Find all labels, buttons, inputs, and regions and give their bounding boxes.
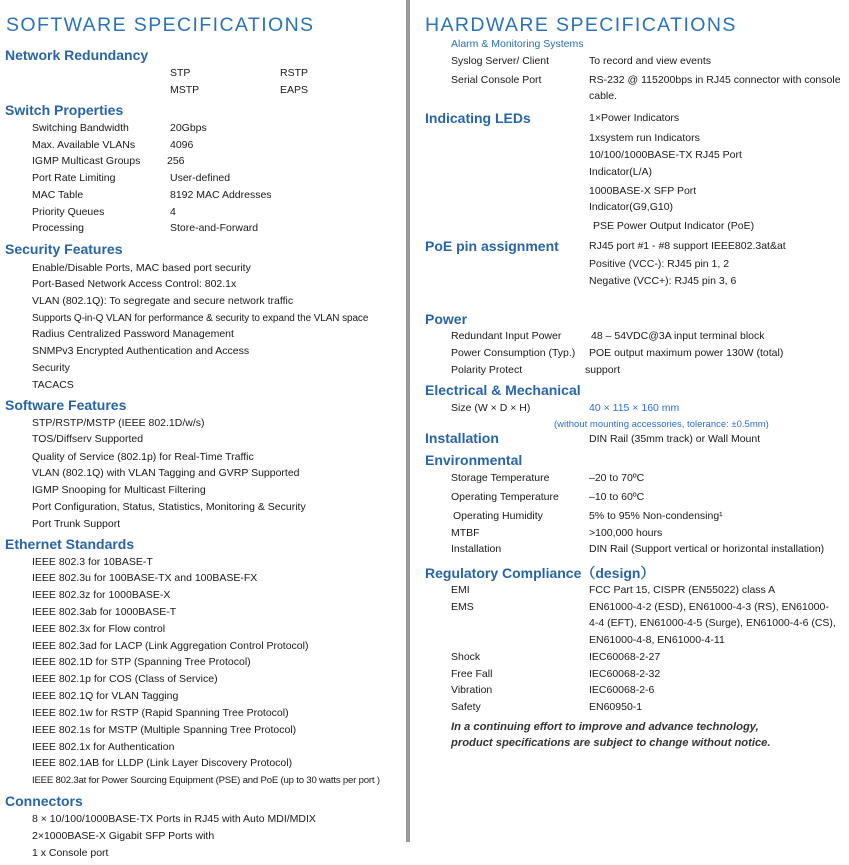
spec-value: FCC Part 15, CISPR (EN55022) class A bbox=[589, 584, 776, 596]
spec-label: Switching Bandwidth bbox=[32, 122, 129, 134]
spec-value: 4-4 (EFT), EN61000-4-5 (Surge), EN61000-4-6 (CS), bbox=[589, 617, 836, 629]
spec-label: Processing bbox=[32, 222, 84, 234]
spec-label: EMI bbox=[451, 584, 470, 596]
spec-label: Installation bbox=[451, 543, 502, 555]
spec-value: 20Gbps bbox=[170, 122, 207, 134]
spec-value: –20 to 70ºC bbox=[589, 472, 645, 484]
disclaimer-line: In a continuing effort to improve and advance technology, bbox=[451, 721, 759, 733]
spec-label: Syslog Server/ Client bbox=[451, 55, 550, 67]
network-redundancy-heading: Network Redundancy bbox=[5, 47, 149, 63]
list-item: VLAN (802.1Q) with VLAN Tagging and GVRP Supported bbox=[32, 467, 300, 479]
security-features-heading: Security Features bbox=[5, 241, 123, 257]
spec-label: Operating Humidity bbox=[453, 510, 543, 522]
led-line: 1xsystem run Indicators bbox=[589, 132, 700, 144]
spec-value: User-defined bbox=[170, 172, 231, 184]
spec-value: IEC60068-2-6 bbox=[589, 684, 655, 696]
spec-value: To record and view events bbox=[589, 55, 711, 67]
software-features-heading: Software Features bbox=[5, 397, 127, 413]
spec-label: Shock bbox=[451, 651, 481, 663]
spec-label: Max. Available VLANs bbox=[32, 139, 136, 151]
led-line: Indicator(L/A) bbox=[589, 166, 653, 178]
ethernet-standards-heading: Ethernet Standards bbox=[5, 536, 135, 552]
spec-label: Vibration bbox=[451, 684, 493, 696]
led-line: 10/100/1000BASE-TX RJ45 Port bbox=[589, 149, 742, 161]
power-heading: Power bbox=[425, 311, 468, 327]
list-item: IEEE 802.3u for 100BASE-TX and 100BASE-FX bbox=[32, 572, 258, 584]
list-item: Supports Q-in-Q VLAN for performance & security to expand the VLAN space bbox=[32, 313, 369, 324]
list-item: 2×1000BASE-X Gigabit SFP Ports with bbox=[32, 830, 215, 842]
redundancy-item: RSTP bbox=[280, 67, 309, 79]
hardware-specifications-title: HARDWARE SPECIFICATIONS bbox=[425, 14, 737, 36]
list-item: IEEE 802.3x for Flow control bbox=[32, 623, 166, 635]
list-item: 1 x Console port bbox=[32, 847, 109, 859]
software-specifications-title: SOFTWARE SPECIFICATIONS bbox=[6, 14, 315, 36]
list-item: Enable/Disable Ports, MAC based port security bbox=[32, 262, 251, 274]
size-value: 40 × 115 × 160 mm bbox=[589, 402, 680, 414]
spec-value: 48 – 54VDC@3A input terminal block bbox=[591, 330, 765, 342]
switch-properties-heading: Switch Properties bbox=[5, 102, 124, 118]
list-item: TACACS bbox=[32, 379, 74, 391]
indicating-leds-heading: Indicating LEDs bbox=[425, 110, 531, 126]
list-item: Quality of Service (802.1p) for Real-Time Traffic bbox=[32, 451, 254, 463]
spec-value: 256 bbox=[167, 155, 185, 167]
regulatory-compliance-heading: Regulatory Compliance（design） bbox=[425, 565, 655, 581]
size-note: (without mounting accessories, tolerance: ±0.5mm) bbox=[554, 419, 769, 430]
installation-heading: Installation bbox=[425, 430, 499, 446]
list-item: IEEE 802.1s for MSTP (Multiple Spanning Tree Protocol) bbox=[32, 724, 297, 736]
disclaimer-line: product specifications are subject to change without notice. bbox=[451, 737, 771, 749]
spec-value: 4 bbox=[170, 206, 176, 218]
redundancy-item: MSTP bbox=[170, 84, 200, 96]
spec-value: POE output maximum power 130W (total) bbox=[589, 347, 784, 359]
electrical-mechanical-heading: Electrical & Mechanical bbox=[425, 382, 581, 398]
list-item: Port Trunk Support bbox=[32, 518, 121, 530]
spec-value: EN61000-4-2 (ESD), EN61000-4-3 (RS), EN61000- bbox=[589, 601, 829, 613]
list-item: TOS/Diffserv Supported bbox=[32, 433, 144, 445]
spec-value: Store-and-Forward bbox=[170, 222, 259, 234]
alarm-monitoring-heading: Alarm & Monitoring Systems bbox=[451, 38, 584, 50]
led-line: Indicator(G9,G10) bbox=[589, 201, 674, 213]
list-item: VLAN (802.1Q): To segregate and secure network traffic bbox=[32, 295, 294, 307]
list-item: IEEE 802.1w for RSTP (Rapid Spanning Tree Protocol) bbox=[32, 707, 289, 719]
redundancy-item: EAPS bbox=[280, 84, 309, 96]
led-line: 1×Power Indicators bbox=[589, 112, 680, 124]
spec-label: Safety bbox=[451, 701, 481, 713]
spec-label: MAC Table bbox=[32, 189, 84, 201]
list-item: IGMP Snooping for Multicast Filtering bbox=[32, 484, 206, 496]
spec-label: Redundant Input Power bbox=[451, 330, 562, 342]
spec-value: IEC60068-2-27 bbox=[589, 651, 661, 663]
spec-value: DIN Rail (Support vertical or horizontal installation) bbox=[589, 543, 825, 555]
list-item: IEEE 802.3 for 10BASE-T bbox=[32, 556, 153, 568]
list-item: 8 × 10/100/1000BASE-TX Ports in RJ45 with Auto MDI/MDIX bbox=[32, 813, 316, 825]
spec-value: –10 to 60ºC bbox=[589, 491, 645, 503]
spec-value: >100,000 hours bbox=[589, 527, 663, 539]
spec-label: IGMP Multicast Groups bbox=[32, 155, 141, 167]
list-item: IEEE 802.1p for COS (Class of Service) bbox=[32, 673, 218, 685]
poe-line: Positive (VCC-): RJ45 pin 1, 2 bbox=[589, 258, 730, 270]
spec-value: IEC60068-2-32 bbox=[589, 668, 661, 680]
list-item: Port Configuration, Status, Statistics, Monitoring & Security bbox=[32, 501, 306, 513]
spec-value: cable. bbox=[589, 90, 618, 102]
list-item: IEEE 802.1D for STP (Spanning Tree Protocol) bbox=[32, 656, 251, 668]
list-item: IEEE 802.1Q for VLAN Tagging bbox=[32, 690, 179, 702]
spec-value: EN61000-4-8, EN61000-4-11 bbox=[589, 634, 725, 646]
led-line: PSE Power Output Indicator (PoE) bbox=[593, 220, 755, 232]
spec-label: Port Rate Limiting bbox=[32, 172, 116, 184]
list-item: STP/RSTP/MSTP (IEEE 802.1D/w/s) bbox=[32, 417, 205, 429]
spec-label: Size (W × D × H) bbox=[451, 402, 531, 414]
spec-label: MTBF bbox=[451, 527, 480, 539]
spec-label: Storage Temperature bbox=[451, 472, 550, 484]
spec-label: EMS bbox=[451, 601, 474, 613]
spec-value: 8192 MAC Addresses bbox=[170, 189, 272, 201]
list-item: IEEE 802.3ad for LACP (Link Aggregation Control Protocol) bbox=[32, 640, 309, 652]
poe-pin-assignment-heading: PoE pin assignment bbox=[425, 238, 559, 254]
spec-value: 4096 bbox=[170, 139, 194, 151]
list-item: IEEE 802.1AB for LLDP (Link Layer Discovery Protocol) bbox=[32, 757, 293, 769]
led-line: 1000BASE-X SFP Port bbox=[589, 185, 697, 197]
list-item: IEEE 802.1x for Authentication bbox=[32, 741, 175, 753]
spec-label: Free Fall bbox=[451, 668, 493, 680]
list-item: IEEE 802.3z for 1000BASE-X bbox=[32, 589, 171, 601]
spec-label: Polarity Protect bbox=[451, 364, 523, 376]
list-item: IEEE 802.3ab for 1000BASE-T bbox=[32, 606, 177, 618]
list-item: SNMPv3 Encrypted Authentication and Access bbox=[32, 345, 250, 357]
poe-line: RJ45 port #1 - #8 support IEEE802.3at&at bbox=[589, 240, 786, 252]
list-item: IEEE 802.3at for Power Sourcing Equipment (PSE) and PoE (up to 30 watts per port ) bbox=[32, 775, 380, 786]
spec-label: Operating Temperature bbox=[451, 491, 559, 503]
spec-value: 5% to 95% Non-condensing¹ bbox=[589, 510, 723, 522]
connectors-heading: Connectors bbox=[5, 793, 83, 809]
list-item: Port-Based Network Access Control: 802.1x bbox=[32, 278, 237, 290]
installation-value: DIN Rail (35mm track) or Wall Mount bbox=[589, 433, 761, 445]
spec-value: EN60950-1 bbox=[589, 701, 643, 713]
spec-value: support bbox=[585, 364, 621, 376]
spec-label: Priority Queues bbox=[32, 206, 105, 218]
environmental-heading: Environmental bbox=[425, 452, 523, 468]
spec-value: RS-232 @ 115200bps in RJ45 connector with console bbox=[589, 74, 841, 86]
redundancy-item: STP bbox=[170, 67, 191, 79]
spec-label: Serial Console Port bbox=[451, 74, 542, 86]
poe-line: Negative (VCC+): RJ45 pin 3, 6 bbox=[589, 275, 737, 287]
list-item: Security bbox=[32, 362, 70, 374]
column-divider bbox=[406, 0, 410, 842]
list-item: Radius Centralized Password Management bbox=[32, 328, 234, 340]
spec-label: Power Consumption (Typ.) bbox=[451, 347, 576, 359]
